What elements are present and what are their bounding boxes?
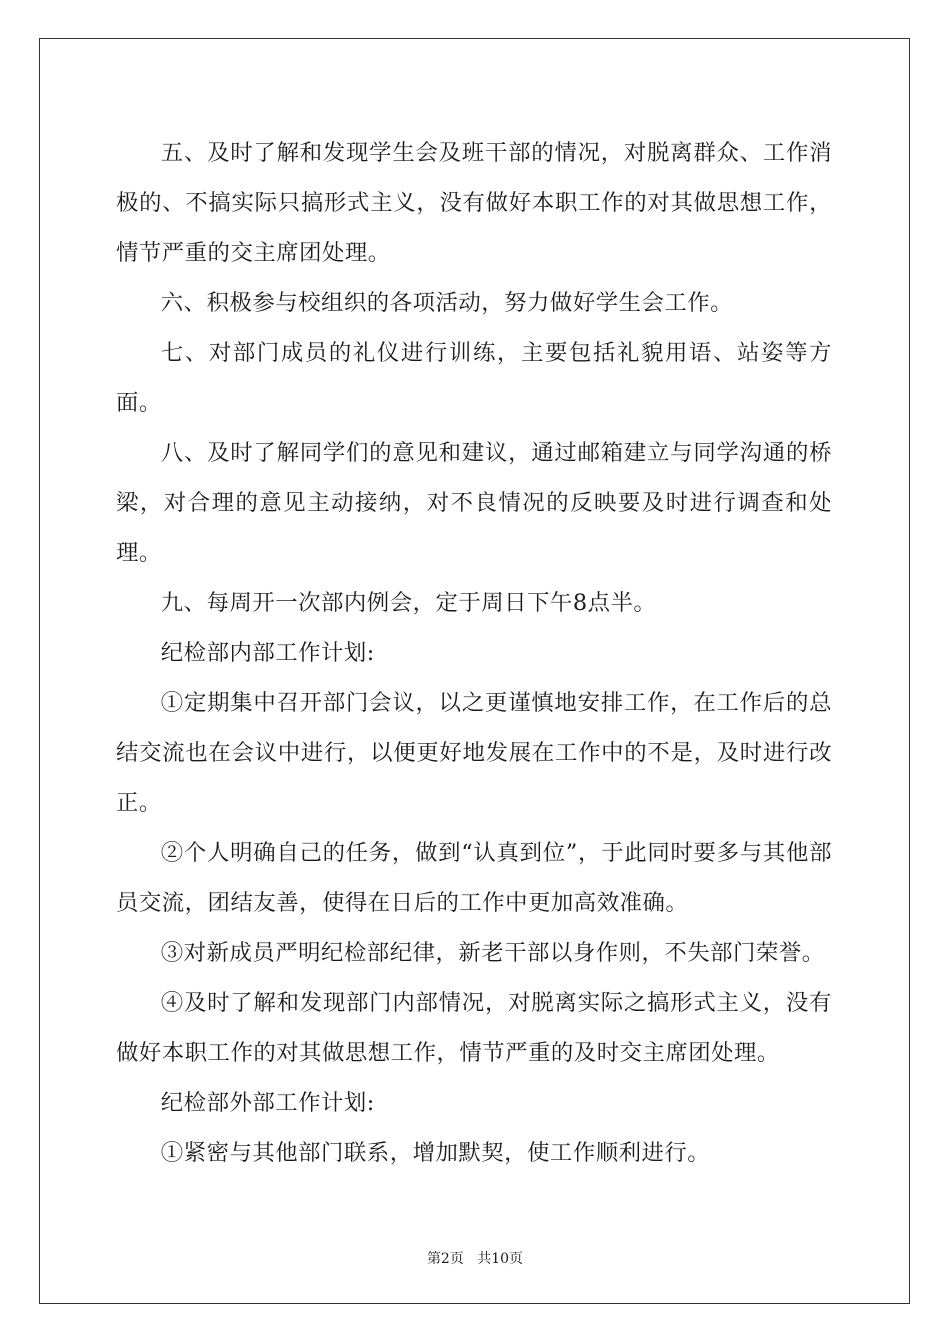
internal-plan-heading: 纪检部内部工作计划: <box>160 640 375 666</box>
paragraph-9: 九、每周开一次部内例会，定于周日下午8点半。 <box>160 590 657 616</box>
paragraph-7: 七、对部门成员的礼仪进行训练，主要包括礼貌用语、站姿等方面。 <box>116 340 832 416</box>
internal-plan-item-3: ③对新成员严明纪检部纪律，新老干部以身作则，不失部门荣誉。 <box>160 940 825 966</box>
paragraph-8: 八、及时了解同学们的意见和建议，通过邮箱建立与同学沟通的桥梁，对合理的意见主动接纳，对不良情况的反映要及时进行调查和处理。 <box>116 440 832 566</box>
paragraph-6: 六、积极参与校组织的各项活动，努力做好学生会工作。 <box>160 290 734 316</box>
internal-plan-item-4: ④及时了解和发现部门内部情况，对脱离实际之搞形式主义，没有做好本职工作的对其做思想工作，情节严重的及时交主席团处理。 <box>116 990 832 1066</box>
external-plan-heading: 纪检部外部工作计划: <box>160 1090 375 1116</box>
internal-plan-item-2: ②个人明确自己的任务，做到“认真到位”，于此同时要多与其他部员交流，团结友善，使得在日后的工作中更加高效准确。 <box>116 840 832 916</box>
page-number: 第2页 <box>426 1251 464 1267</box>
external-plan-item-1: ①紧密与其他部门联系，增加默契，使工作顺利进行。 <box>160 1140 711 1166</box>
paragraph-5: 五、及时了解和发现学生会及班干部的情况，对脱离群众、工作消极的、不搞实际只搞形式主义，没有做好本职工作的对其做思想工作，情节严重的交主席团处理。 <box>116 140 832 266</box>
total-pages: 共10页 <box>477 1251 524 1267</box>
document-body <box>116 128 832 1178</box>
internal-plan-item-1: ①定期集中召开部门会议，以之更谨慎地安排工作，在工作后的总结交流也在会议中进行，以便更好地发展在工作中的不是，及时进行改正。 <box>116 690 832 816</box>
page-footer <box>0 1250 950 1268</box>
